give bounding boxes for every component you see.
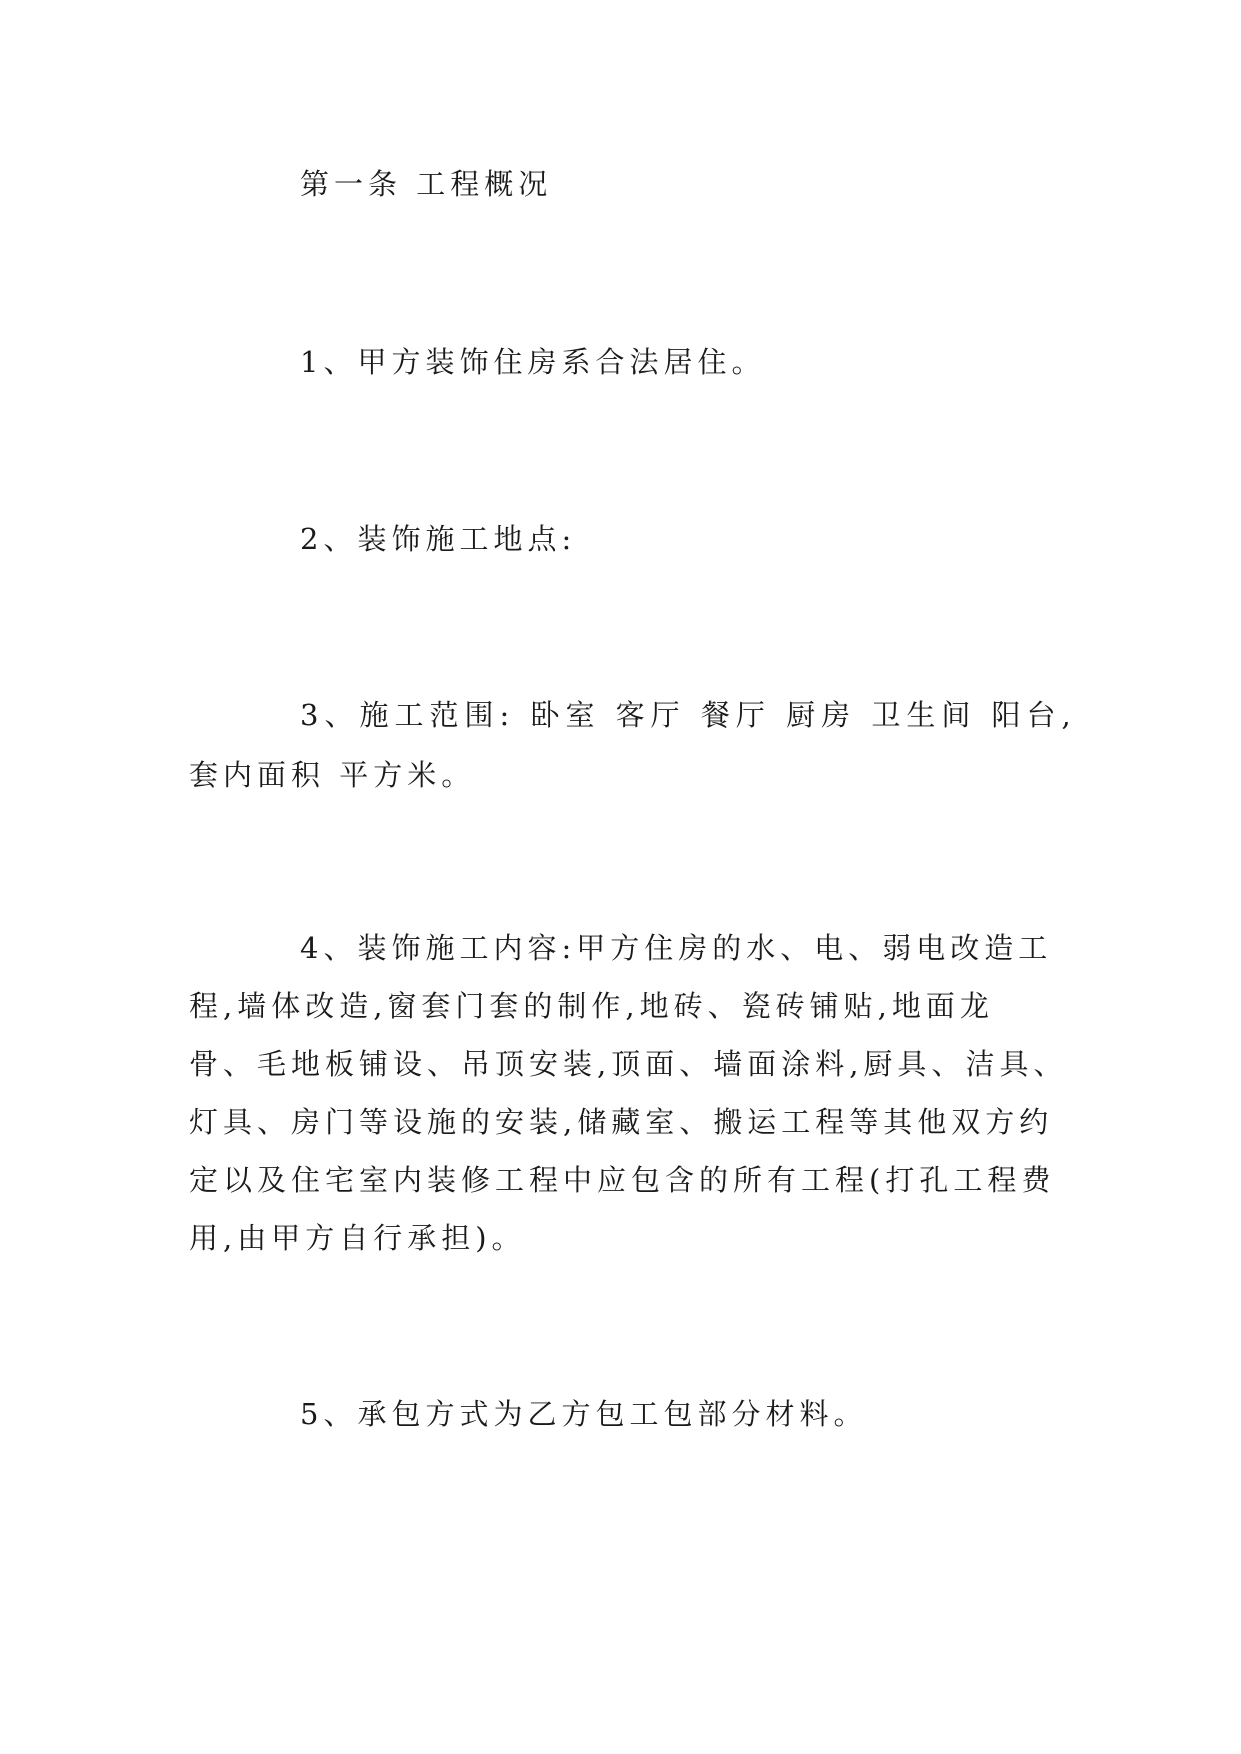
clause-item-4-line-3: 骨、毛地板铺设、吊顶安装,顶面、墙面涂料,厨具、洁具、 bbox=[189, 1047, 1068, 1081]
clause-item-5: 5、承包方式为乙方包工包部分材料。 bbox=[300, 1397, 868, 1431]
clause-item-4-line-2: 程,墙体改造,窗套门套的制作,地砖、瓷砖铺贴,地面龙 bbox=[189, 989, 994, 1023]
clause-item-1: 1、甲方装饰住房系合法居住。 bbox=[300, 345, 766, 379]
clause-item-3-line-1: 3、施工范围: 卧室 客厅 餐厅 厨房 卫生间 阳台, bbox=[300, 698, 1077, 732]
clause-item-3-line-2: 套内面积 平方米。 bbox=[189, 758, 476, 792]
section-heading: 第一条 工程概况 bbox=[300, 167, 553, 201]
clause-item-4-line-5: 定以及住宅室内装修工程中应包含的所有工程(打孔工程费 bbox=[189, 1163, 1056, 1197]
clause-item-4-line-6: 用,由甲方自行承担)。 bbox=[189, 1221, 526, 1255]
clause-item-2: 2、装饰施工地点: bbox=[300, 522, 577, 556]
clause-item-4-line-1: 4、装饰施工内容:甲方住房的水、电、弱电改造工 bbox=[300, 931, 1053, 965]
clause-item-4-line-4: 灯具、房门等设施的安装,储藏室、搬运工程等其他双方约 bbox=[189, 1105, 1054, 1139]
